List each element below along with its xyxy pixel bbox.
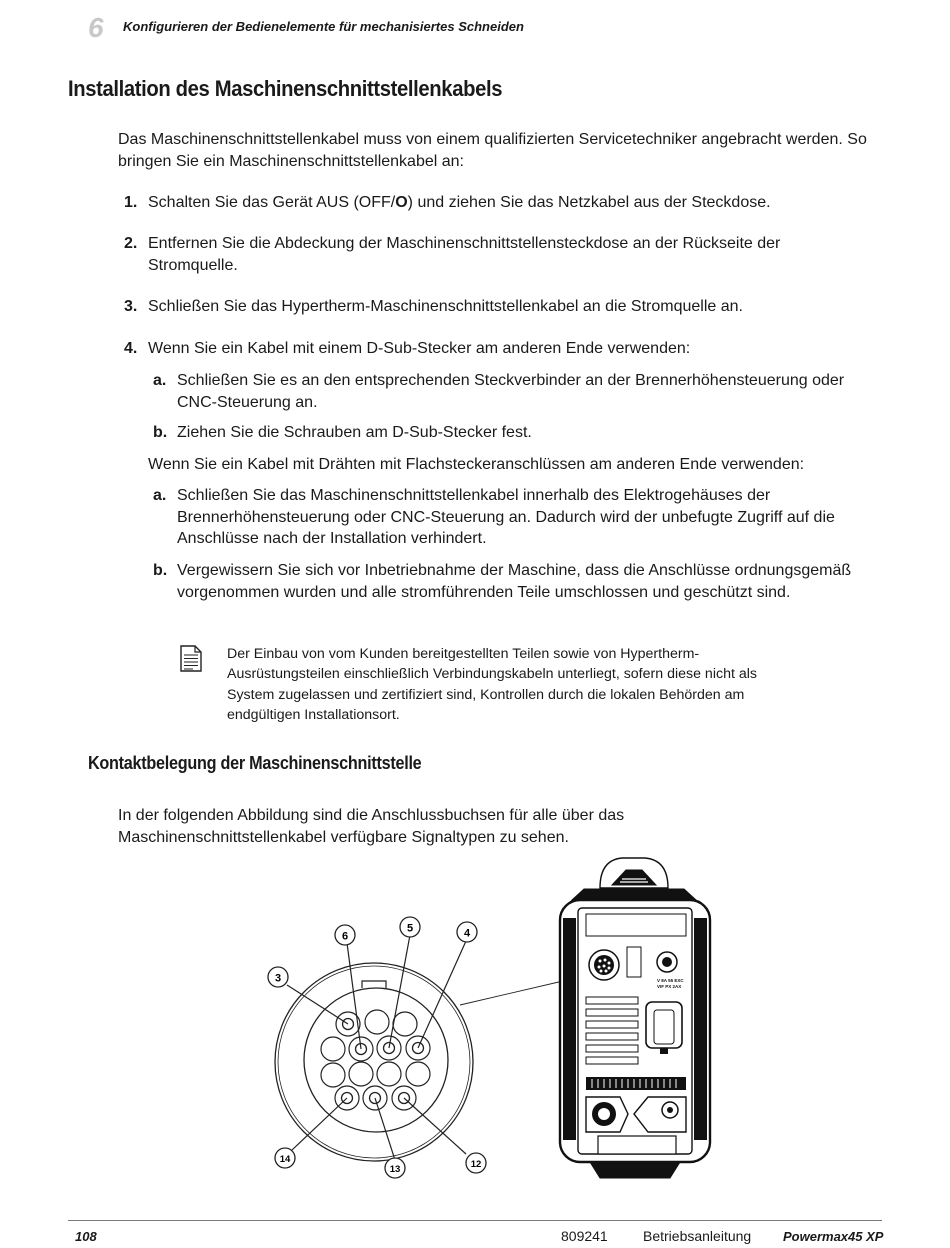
top-rail xyxy=(572,889,696,900)
base-feet xyxy=(590,1162,680,1178)
section-title: Installation des Maschinenschnittstellenkabels xyxy=(68,76,503,101)
rating-label-2: VIF PX 2AX xyxy=(657,984,682,989)
off-symbol: O xyxy=(395,194,408,211)
substep-text: Vergewissern Sie sich vor Inbetriebnahme der Maschine, dass die Anschlüsse ordnungsgemäß vorgenommen wurden und alle stromführenden Teile umschlossen und geschützt sind. xyxy=(177,562,852,601)
pin-label: 4 xyxy=(463,927,471,940)
step-text: Schließen Sie das Hypertherm-Maschinenschnittstellenkabel an die Stromquelle an. xyxy=(148,298,743,315)
pin-callout-6 xyxy=(335,925,355,945)
left-side-grille xyxy=(563,918,576,1140)
footer-page-number: 108 xyxy=(75,1229,97,1244)
step-number: 3. xyxy=(124,298,138,315)
pin-socket xyxy=(321,1063,345,1087)
subsection-text: In der folgenden Abbildung sind die Anschlussbuchsen für alle über das Maschinenschnittstellenkabel verfügbare Signaltypen zu sehen. xyxy=(118,807,625,846)
footer-document-number: 809241 xyxy=(561,1228,608,1244)
pin-label: 14 xyxy=(279,1154,291,1165)
pin-socket xyxy=(349,1062,373,1086)
pin-socket xyxy=(377,1062,401,1086)
substep-text: Schließen Sie es an den entsprechenden Steckverbinder an der Brennerhöhensteuerung oder CNC-Steuerung an. xyxy=(177,372,845,411)
note-text: Der Einbau von vom Kunden bereitgestellten Teilen sowie von Hypertherm-Ausrüstungsteilen einschließlich Verbindungskabeln unterliegt, sofern diese nicht als System zugelassen und zertifiziert sind, Kontrollen durch die lokalen Behörden am endgültigen Installationsort. xyxy=(227,646,757,723)
step-text xyxy=(148,192,884,214)
bottom-plate xyxy=(598,1136,676,1154)
substep-letter: a. xyxy=(153,487,167,504)
substep-letter: b. xyxy=(153,562,168,579)
pin-socket xyxy=(393,1012,417,1036)
chapter-title: Konfigurieren der Bedienelemente für mechanisiertes Schneiden xyxy=(123,19,524,34)
step-text-part: Schalten Sie das Gerät AUS (OFF/ xyxy=(148,194,396,211)
pin-label: 13 xyxy=(389,1164,401,1175)
footer-divider xyxy=(68,1220,882,1221)
step-number: 4. xyxy=(124,340,138,357)
pin-socket xyxy=(321,1037,345,1061)
right-side-grille xyxy=(694,918,707,1140)
section-intro: Das Maschinenschnittstellenkabel muss von einem qualifizierten Servicetechniker angebracht werden. So bringen Sie ein Maschinenschnittstellenkabel an: xyxy=(118,131,867,170)
substep-text: Ziehen Sie die Schrauben am D-Sub-Stecker fest. xyxy=(177,424,532,441)
substep-letter: a. xyxy=(153,372,167,389)
lower-vent xyxy=(586,1077,686,1090)
pin-callout-12 xyxy=(466,1153,486,1173)
substep-text: Schließen Sie das Maschinenschnittstellenkabel innerhalb des Elektrogehäuses der Brennerhöhensteuerung oder CNC-Steuerung an. Dadurch wird der unbefugte Zugriff auf die Anschlüsse nach der Installation verhindert. xyxy=(177,487,835,547)
pin-label: 6 xyxy=(341,930,349,943)
pin-callout-14 xyxy=(275,1148,295,1168)
pin-label: 12 xyxy=(470,1159,482,1170)
step-text: Wenn Sie ein Kabel mit einem D-Sub-Stecker am anderen Ende verwenden: xyxy=(148,340,691,357)
wire-intro: Wenn Sie ein Kabel mit Drähten mit Flachsteckeranschlüssen am anderen Ende verwenden: xyxy=(148,456,805,473)
pin-diagram-figure xyxy=(250,852,720,1187)
rating-label-1: V 8A 55 EXC xyxy=(657,978,684,983)
pin-callout-13 xyxy=(385,1158,405,1178)
pin-socket xyxy=(365,1010,389,1034)
serial-port xyxy=(627,947,641,977)
pin-socket xyxy=(406,1062,430,1086)
step-text: Entfernen Sie die Abdeckung der Maschinenschnittstellensteckdose an der Rückseite der Stromquelle. xyxy=(148,235,781,274)
pin-callout-4 xyxy=(457,922,477,942)
substep-letter: b. xyxy=(153,424,168,441)
step-text-part: ) und ziehen Sie das Netzkabel aus der Steckdose. xyxy=(407,194,771,211)
step-number: 2. xyxy=(124,235,138,252)
power-supply-rear-view xyxy=(560,858,710,1178)
chapter-number: 6 xyxy=(88,12,104,43)
note-icon xyxy=(180,645,202,672)
subsection-title: Kontaktbelegung der Maschinenschnittstelle xyxy=(88,753,422,773)
pin-label: 5 xyxy=(406,922,414,935)
footer-manual-title: Betriebsanleitung xyxy=(643,1228,752,1244)
top-plate xyxy=(586,914,686,936)
pin-callout-3 xyxy=(268,967,288,987)
pin-callout-5 xyxy=(400,917,420,937)
pin-label: 3 xyxy=(274,972,282,985)
footer-product-name: Powermax45 XP xyxy=(783,1229,884,1244)
step-number: 1. xyxy=(124,194,138,211)
